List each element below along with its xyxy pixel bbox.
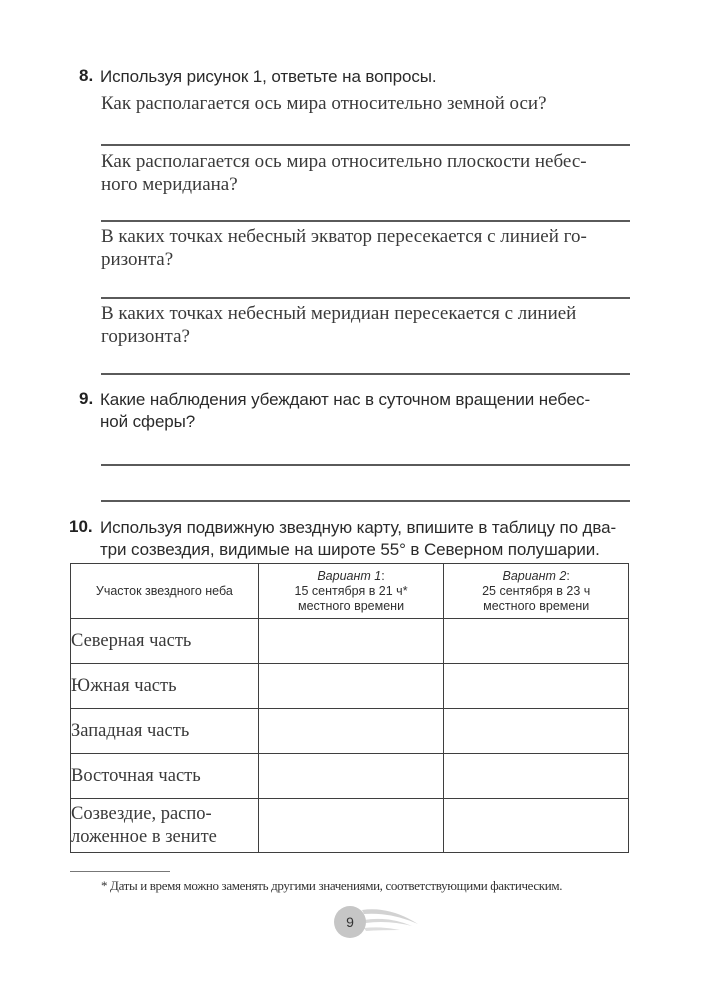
answer-line-8-1[interactable]	[101, 144, 630, 146]
header-sky-region-label: Участок звездного неба	[95, 583, 233, 598]
subquestion-8-1-line-1: Как располагается ось мира относительно земной оси?	[101, 93, 547, 114]
question-9-number: 9.	[79, 389, 94, 408]
row-label-south	[71, 664, 259, 709]
subquestion-8-1	[101, 92, 631, 115]
subquestion-8-2-line-2: ного меридиана?	[101, 174, 238, 195]
variant-2-time: местного времени	[483, 598, 590, 613]
variant-1-colon: :	[381, 568, 385, 583]
cell-zenith-variant-1[interactable]	[258, 799, 444, 853]
question-9-line-1: Какие наблюдения убеждают нас в суточном вращении небес-	[100, 390, 591, 409]
subquestion-8-3-line-2: ризонта?	[101, 249, 174, 270]
subquestion-8-4	[101, 302, 631, 348]
table-row	[71, 664, 629, 709]
question-8-text: Используя рисунок 1, ответьте на вопросы.	[100, 67, 437, 86]
cell-east-variant-1[interactable]	[258, 754, 444, 799]
row-label-text-line-2: ложенное в зените	[71, 826, 217, 847]
subquestion-8-2-line-1: Как располагается ось мира относительно плоскости небес-	[101, 151, 587, 172]
answer-line-9-1[interactable]	[101, 464, 630, 466]
constellation-table	[70, 563, 629, 853]
question-9-line-2: ной сферы?	[100, 412, 196, 431]
row-label-text: Северная часть	[71, 630, 192, 651]
answer-line-8-4[interactable]	[101, 373, 630, 375]
row-label-text-line-1: Созвездие, распо-	[71, 803, 212, 824]
cell-south-variant-1[interactable]	[258, 664, 444, 709]
subquestion-8-4-line-2: горизонта?	[101, 326, 190, 347]
question-8-number: 8.	[79, 66, 94, 85]
cell-north-variant-1[interactable]	[258, 619, 444, 664]
comet-swoosh-icon	[360, 900, 420, 940]
row-label-text: Южная часть	[71, 675, 177, 696]
table-row	[71, 709, 629, 754]
question-10-text	[100, 517, 635, 561]
table-header-row	[71, 564, 629, 619]
footnote-divider	[70, 871, 170, 872]
footnote: * Даты и время можно заменять другими значениями, соответствующими фактическим.	[101, 878, 563, 893]
answer-line-8-3[interactable]	[101, 297, 630, 299]
variant-2-date: 25 сентября в 23 ч	[482, 583, 591, 598]
row-label-west	[71, 709, 259, 754]
subquestion-8-3	[101, 225, 631, 271]
header-variant-1	[258, 564, 444, 619]
header-sky-region	[71, 564, 259, 619]
question-10-line-1: Используя подвижную звездную карту, впишите в таблицу по два-	[100, 518, 617, 537]
cell-south-variant-2[interactable]	[444, 664, 629, 709]
variant-1-time: местного времени	[298, 598, 405, 613]
cell-north-variant-2[interactable]	[444, 619, 629, 664]
row-label-east	[71, 754, 259, 799]
variant-2-label: Вариант 2	[502, 568, 567, 583]
page-number: 9	[334, 906, 366, 938]
header-variant-2	[444, 564, 629, 619]
variant-2-colon: :	[566, 568, 570, 583]
question-9-text	[100, 389, 632, 433]
table-row	[71, 619, 629, 664]
subquestion-8-3-line-1: В каких точках небесный экватор пересекается с линией го-	[101, 226, 587, 247]
answer-line-8-2[interactable]	[101, 220, 630, 222]
table-row	[71, 799, 629, 853]
answer-line-9-2[interactable]	[101, 500, 630, 502]
question-10-line-2: три созвездия, видимые на широте 55° в Северном полушарии.	[100, 540, 600, 559]
subquestion-8-2	[101, 150, 631, 196]
cell-west-variant-1[interactable]	[258, 709, 444, 754]
cell-west-variant-2[interactable]	[444, 709, 629, 754]
variant-1-label: Вариант 1	[317, 568, 382, 583]
row-label-text: Западная часть	[71, 720, 190, 741]
cell-east-variant-2[interactable]	[444, 754, 629, 799]
row-label-text: Восточная часть	[71, 765, 201, 786]
variant-1-date: 15 сентября в 21 ч*	[294, 583, 408, 598]
question-10-number: 10.	[69, 517, 93, 536]
row-label-zenith	[71, 799, 259, 853]
subquestion-8-4-line-1: В каких точках небесный меридиан пересекается с линией	[101, 303, 577, 324]
cell-zenith-variant-2[interactable]	[444, 799, 629, 853]
row-label-north	[71, 619, 259, 664]
table-row	[71, 754, 629, 799]
